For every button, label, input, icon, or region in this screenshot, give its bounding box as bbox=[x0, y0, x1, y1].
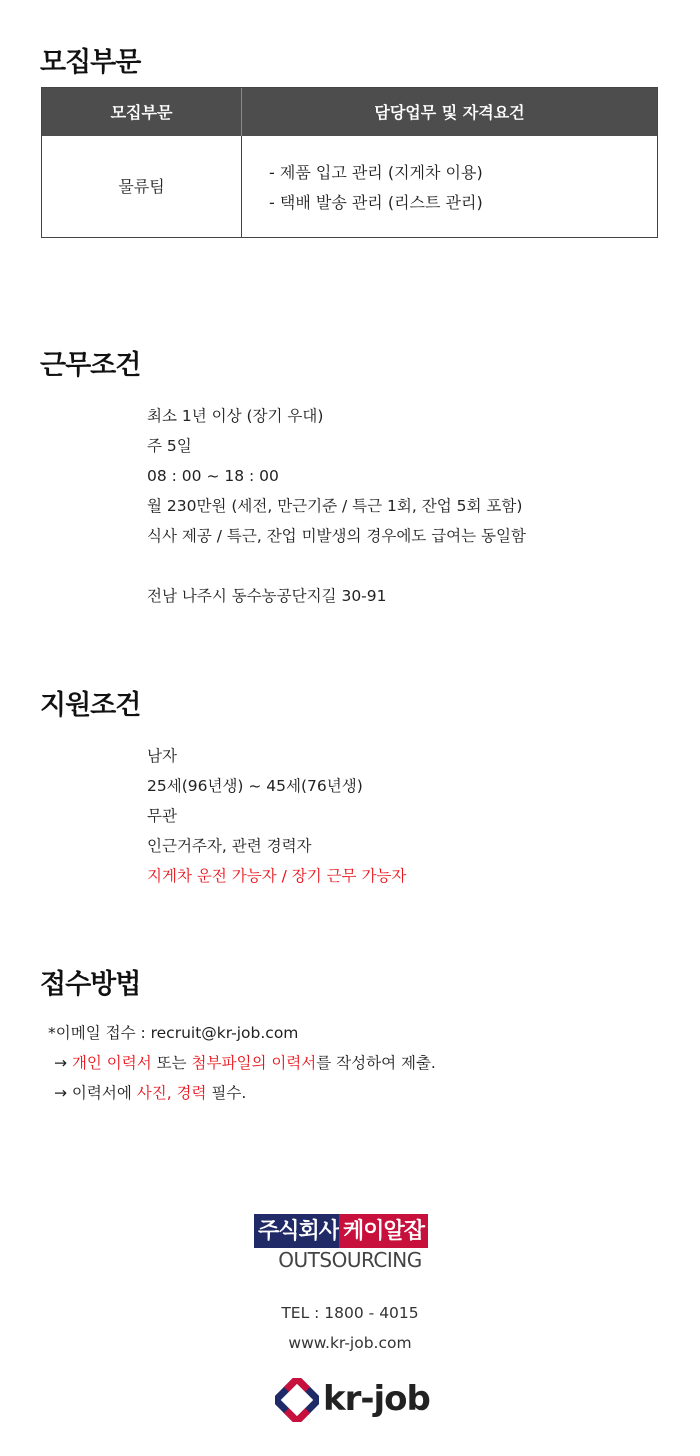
condition-value: 식사 제공 / 특근, 잔업 미발생의 경우에도 급여는 동일함 bbox=[147, 527, 526, 545]
contact-tel: TEL : 1800 - 4015 bbox=[281, 1304, 419, 1322]
condition-value: 전남 나주시 동수농공단지길 30-91 bbox=[147, 587, 387, 605]
kr-job-logo-icon bbox=[275, 1378, 319, 1422]
duty-item: - 제품 입고 관리 (지게차 이용) bbox=[269, 163, 483, 182]
receipt-text: 이력서에 bbox=[67, 1084, 137, 1102]
work-section-title: 근무조건 bbox=[40, 350, 141, 381]
duty-item: - 택배 발송 관리 (리스트 관리) bbox=[269, 193, 483, 212]
table-header-row bbox=[42, 88, 657, 136]
condition-value: 인근거주자, 관련 경력자 bbox=[147, 837, 312, 855]
arrow-icon: → bbox=[54, 1054, 67, 1072]
apply-section-title: 지원조건 bbox=[40, 690, 141, 721]
contact-website[interactable]: www.kr-job.com bbox=[288, 1334, 412, 1352]
brand-name-right: 케이알잡 bbox=[339, 1214, 428, 1248]
condition-value: 무관 bbox=[147, 807, 177, 825]
condition-value: 25세(96년생) ~ 45세(76년생) bbox=[147, 777, 363, 795]
receipt-text: 를 작성하여 제출. bbox=[316, 1054, 436, 1072]
table-header-duties: 담당업무 및 자격요건 bbox=[374, 103, 525, 122]
condition-value: 지게차 운전 가능자 / 장기 근무 가능자 bbox=[147, 867, 407, 885]
kr-job-logo bbox=[275, 1376, 435, 1422]
condition-value: 주 5일 bbox=[147, 437, 192, 455]
brand-name-left: 주식회사 bbox=[254, 1214, 343, 1248]
condition-value: 월 230만원 (세전, 만근기준 / 특근 1회, 잔업 5회 포함) bbox=[147, 497, 523, 515]
duties-list bbox=[269, 160, 483, 220]
brand-subtitle: OUTSOURCING bbox=[278, 1248, 422, 1272]
receipt-highlight: 사진, 경력 bbox=[136, 1084, 207, 1102]
receipt-instructions bbox=[48, 1018, 436, 1108]
receipt-resume-line bbox=[48, 1048, 436, 1078]
table-header-dept: 모집부문 bbox=[110, 103, 173, 122]
receipt-text: 필수. bbox=[206, 1084, 247, 1102]
recruit-table bbox=[41, 87, 658, 238]
condition-value: 남자 bbox=[147, 747, 177, 765]
receipt-photo-line bbox=[48, 1078, 436, 1108]
table-body-divider bbox=[241, 136, 242, 237]
receipt-section-title: 접수방법 bbox=[40, 969, 141, 1000]
recruit-section-title: 모집부문 bbox=[40, 47, 141, 78]
receipt-text: 또는 bbox=[151, 1054, 192, 1072]
condition-value: 08 : 00 ~ 18 : 00 bbox=[147, 467, 279, 485]
arrow-icon: → bbox=[54, 1084, 67, 1102]
condition-value: 최소 1년 이상 (장기 우대) bbox=[147, 407, 324, 425]
table-cell-dept: 물류팀 bbox=[118, 177, 165, 196]
receipt-highlight: 개인 이력서 bbox=[71, 1054, 152, 1072]
receipt-email-line: *이메일 접수 : recruit@kr-job.com bbox=[48, 1024, 299, 1042]
company-brand bbox=[254, 1214, 428, 1248]
receipt-highlight: 첨부파일의 이력서 bbox=[191, 1054, 317, 1072]
logo-text: kr-job bbox=[323, 1379, 430, 1419]
